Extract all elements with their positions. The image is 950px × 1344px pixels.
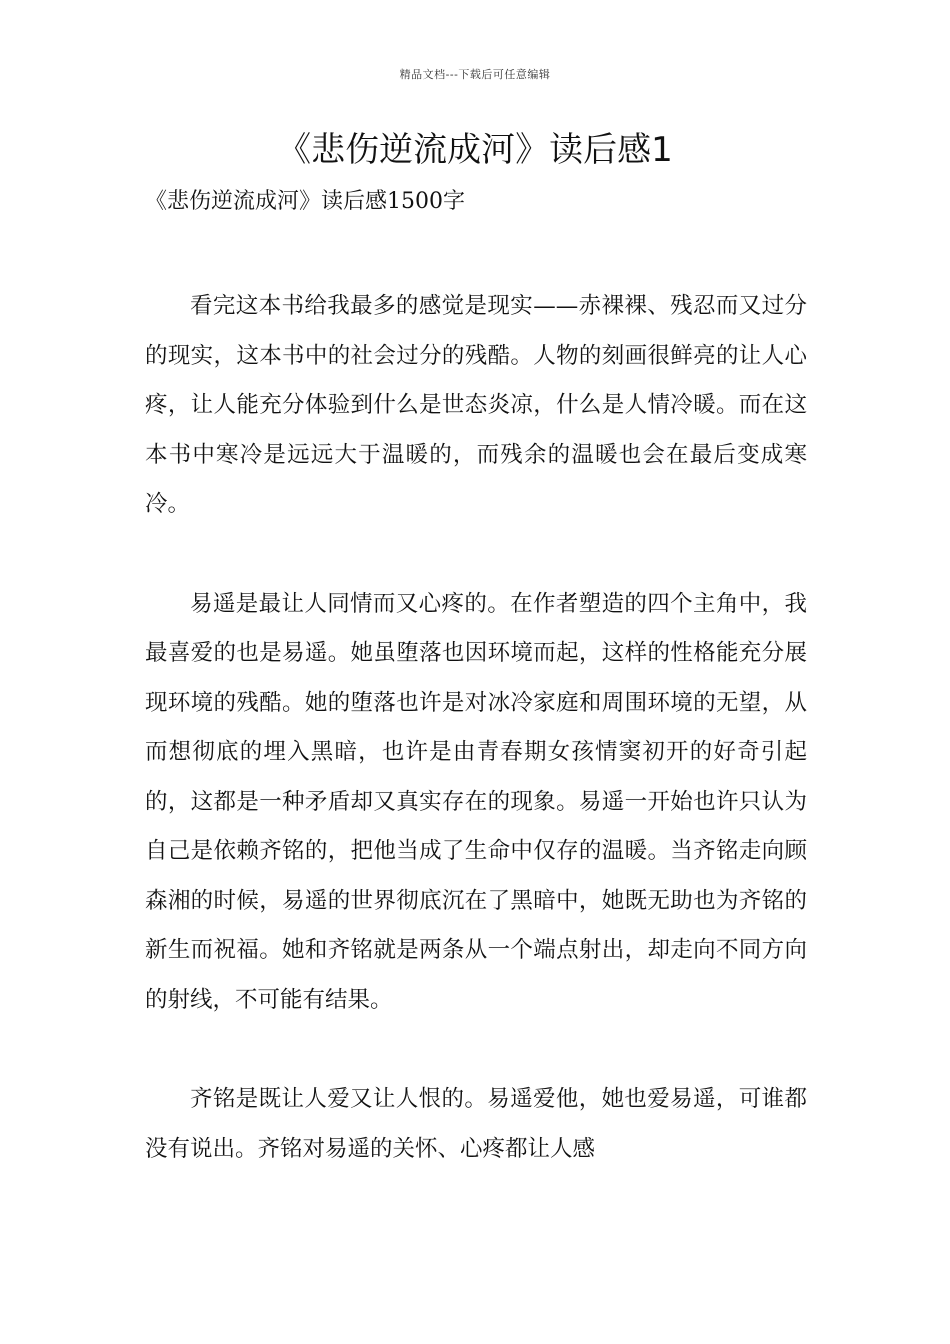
document-body [145,282,807,1224]
header-note: 精品文档---下载后可任意编辑 [399,68,551,81]
document-title: 《悲伤逆流成河》读后感1 [277,130,673,170]
paragraph-3: 齐铭是既让人爱又让人恨的。易遥爱他，她也爱易遥，可谁都没有说出。齐铭对易遥的关怀、心疼都让人感 [145,1086,807,1162]
paragraph-2: 易遥是最让人同情而又心疼的。在作者塑造的四个主角中，我最喜爱的也是易遥。她虽堕落也因环境而起，这样的性格能充分展现环境的残酷。她的堕落也许是对冰冷家庭和周围环境的无望，从而想彻底的埋入黑暗，也许是由青春期女孩情窦初开的好奇引起的，这都是一种矛盾却又真实存在的现象。易遥一开始也许只认为自己是依赖齐铭的，把他当成了生命中仅存的温暖。当齐铭走向顾森湘的时候，易遥的世界彻底沉在了黑暗中，她既无助也为齐铭的新生而祝福。她和齐铭就是两条从一个端点射出，却走向不同方向的射线，不可能有结果。 [145,590,807,1013]
document-subtitle: 《悲伤逆流成河》读后感1500字 [145,189,465,214]
paragraph-1: 看完这本书给我最多的感觉是现实——赤裸裸、残忍而又过分的现实，这本书中的社会过分的残酷。人物的刻画很鲜亮的让人心疼，让人能充分体验到什么是世态炎凉，什么是人情冷暖。而在这本书中寒冷是远远大于温暖的，而残余的温暖也会在最后变成寒冷。 [145,293,807,517]
